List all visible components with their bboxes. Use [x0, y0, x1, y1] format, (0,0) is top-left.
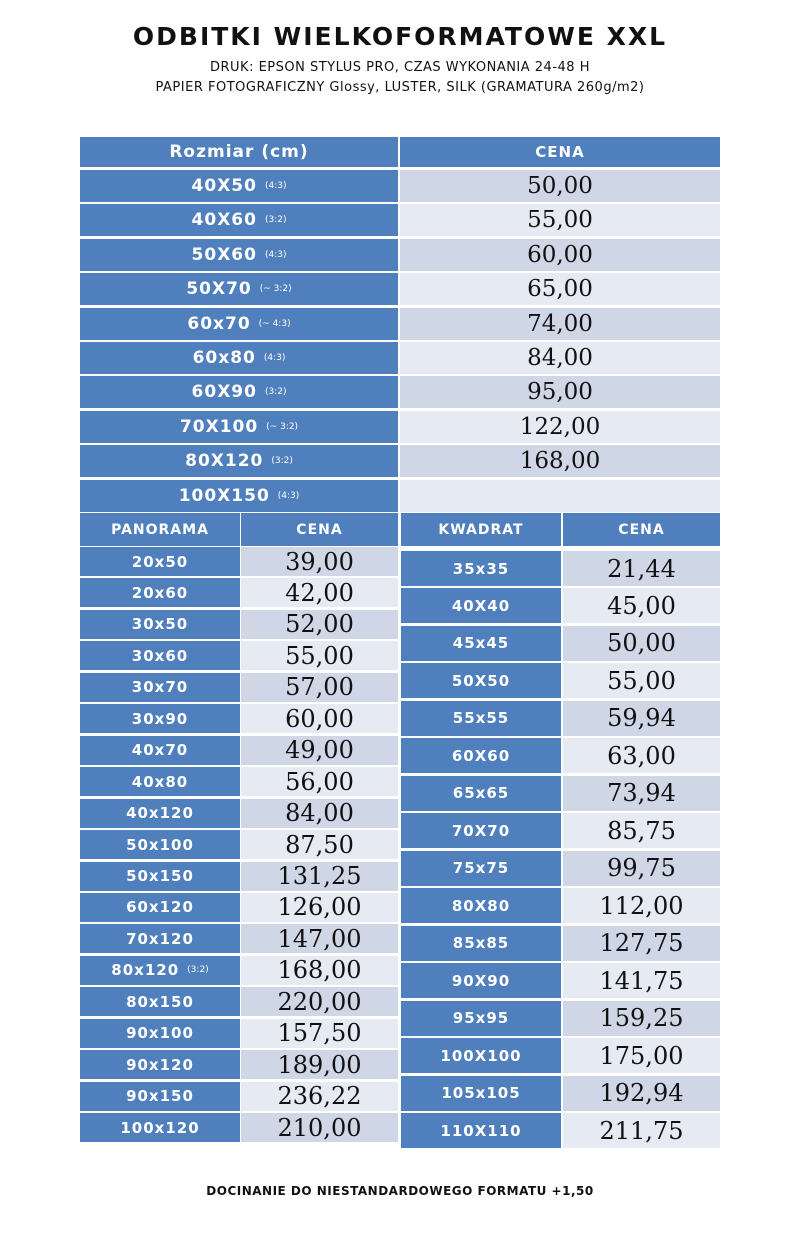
- size-text: 80X120: [185, 451, 264, 472]
- size-text: 50X60: [191, 244, 257, 265]
- panorama-size-cell: [80, 547, 240, 576]
- size-text: 70x120: [126, 929, 194, 948]
- panorama-size-cell: [80, 641, 240, 670]
- size-text: 20x50: [131, 552, 189, 571]
- kwadrat-size-cell: 95x95: [401, 1001, 561, 1036]
- size-text: 40x70: [131, 741, 189, 760]
- size-text: 60X90: [191, 382, 257, 403]
- size-text: 100x120: [120, 1118, 200, 1137]
- kwadrat-size-cell: 35x35: [401, 551, 561, 586]
- price-cell: 168,00: [400, 445, 720, 477]
- size-text: 40X60: [191, 210, 257, 231]
- aspect-ratio: (4:3): [264, 249, 287, 260]
- price-cell: 60,00: [400, 239, 720, 271]
- page-title: ODBITKI WIELKOFORMATOWE XXL: [132, 22, 668, 51]
- aspect-ratio: (~ 4:3): [258, 318, 291, 329]
- kwadrat-size-cell: 60X60: [401, 738, 561, 773]
- panorama-size-cell: [80, 956, 240, 985]
- panorama-price-header: CENA: [241, 513, 398, 546]
- aspect-ratio: (~ 3:2): [259, 284, 292, 295]
- price-cell: 74,00: [400, 308, 720, 340]
- size-text: 60x70: [187, 313, 251, 334]
- aspect-ratio: (3:2): [271, 456, 293, 467]
- kwadrat-size-cell: 75x75: [401, 851, 561, 886]
- panorama-size-cell: [80, 736, 240, 765]
- kwadrat-price-cell: 63,00: [563, 738, 720, 773]
- size-text: 50x100: [126, 835, 194, 854]
- price-cell: [400, 480, 720, 512]
- panorama-price-cell: 157,50: [241, 1019, 398, 1048]
- size-text: 40X50: [191, 176, 257, 196]
- footer-note: DOCINANIE DO NIESTANDARDOWEGO FORMATU +1,50: [206, 1184, 594, 1198]
- size-text: 80x150: [126, 992, 194, 1011]
- size-header: Rozmiar (cm): [80, 137, 398, 167]
- kwadrat-size-cell: 70X70: [401, 813, 561, 848]
- panorama-price-cell: 57,00: [241, 673, 398, 702]
- kwadrat-price-cell: 45,00: [563, 588, 720, 623]
- kwadrat-size-cell: 55x55: [401, 701, 561, 736]
- panorama-size-cell: [80, 830, 240, 859]
- panorama-size-cell: [80, 704, 240, 733]
- panorama-size-cell: [80, 1050, 240, 1079]
- kwadrat-price-cell: 192,94: [563, 1076, 720, 1111]
- kwadrat-price-cell: 73,94: [563, 776, 720, 811]
- panorama-price-cell: 60,00: [241, 704, 398, 733]
- panorama-size-cell: [80, 987, 240, 1016]
- size-text: 80x120: [111, 961, 180, 980]
- size-text: 60x120: [126, 898, 194, 917]
- kwadrat-price-cell: 85,75: [563, 813, 720, 848]
- panorama-price-cell: 236,22: [241, 1082, 398, 1111]
- kwadrat-price-cell: 59,94: [563, 701, 720, 736]
- panorama-size-cell: [80, 578, 240, 607]
- size-cell: [80, 342, 398, 374]
- panorama-size-cell: [80, 799, 240, 828]
- aspect-ratio: (3:2): [264, 215, 287, 226]
- panorama-size-cell: [80, 1113, 240, 1142]
- aspect-ratio: (3:2): [187, 965, 209, 976]
- size-text: 30x70: [131, 678, 189, 697]
- kwadrat-header: KWADRAT: [401, 513, 561, 546]
- size-text: 30x90: [131, 709, 189, 728]
- kwadrat-size-cell: 105x105: [401, 1076, 561, 1111]
- aspect-ratio: (4:3): [264, 181, 287, 191]
- panorama-price-cell: 189,00: [241, 1050, 398, 1079]
- panorama-price-cell: 42,00: [241, 578, 398, 607]
- panorama-price-cell: 84,00: [241, 799, 398, 828]
- kwadrat-price-cell: 99,75: [563, 851, 720, 886]
- price-cell: 84,00: [400, 342, 720, 374]
- panorama-price-cell: 87,50: [241, 830, 398, 859]
- kwadrat-size-cell: 50X50: [401, 663, 561, 698]
- size-cell: [80, 445, 398, 477]
- kwadrat-price-cell: 141,75: [563, 963, 720, 998]
- panorama-price-cell: 39,00: [241, 547, 398, 576]
- size-text: 40x120: [126, 804, 194, 823]
- size-text: 60x80: [192, 348, 256, 368]
- kwadrat-size-cell: 40X40: [401, 588, 561, 623]
- kwadrat-price-cell: 175,00: [563, 1038, 720, 1073]
- panorama-size-cell: [80, 767, 240, 796]
- size-text: 30x60: [131, 646, 189, 665]
- kwadrat-price-cell: 50,00: [563, 626, 720, 661]
- kwadrat-size-cell: 85x85: [401, 926, 561, 961]
- aspect-ratio: (~ 3:2): [266, 421, 299, 432]
- size-cell: [80, 411, 398, 443]
- size-text: 90x100: [126, 1024, 194, 1043]
- panorama-size-cell: [80, 924, 240, 953]
- size-text: 30x50: [131, 615, 189, 634]
- panorama-size-cell: [80, 1082, 240, 1111]
- size-cell: [80, 480, 398, 512]
- panorama-size-cell: [80, 862, 240, 891]
- panorama-size-cell: [80, 610, 240, 639]
- size-cell: [80, 204, 398, 236]
- panorama-price-cell: 126,00: [241, 893, 398, 922]
- size-text: 50x150: [126, 867, 194, 885]
- size-cell: [80, 308, 398, 340]
- size-text: 20x60: [131, 583, 189, 602]
- kwadrat-price-cell: 112,00: [563, 888, 720, 923]
- panorama-price-cell: 147,00: [241, 924, 398, 953]
- kwadrat-size-cell: 90X90: [401, 963, 561, 998]
- panorama-size-cell: [80, 893, 240, 922]
- price-cell: 95,00: [400, 376, 720, 408]
- size-cell: [80, 376, 398, 408]
- panorama-header: PANORAMA: [80, 513, 240, 546]
- price-cell: 122,00: [400, 411, 720, 443]
- panorama-size-cell: [80, 673, 240, 702]
- print-info-line: DRUK: EPSON STYLUS PRO, CZAS WYKONANIA 24-48 H: [210, 60, 590, 75]
- panorama-price-cell: 52,00: [241, 610, 398, 639]
- kwadrat-size-cell: 100X100: [401, 1038, 561, 1073]
- kwadrat-size-cell: 45x45: [401, 626, 561, 661]
- panorama-price-cell: 56,00: [241, 767, 398, 796]
- aspect-ratio: (4:3): [277, 490, 300, 501]
- price-header: CENA: [400, 137, 720, 167]
- aspect-ratio: (4:3): [263, 353, 286, 363]
- panorama-price-cell: 131,25: [241, 862, 398, 891]
- kwadrat-price-header: CENA: [563, 513, 720, 546]
- kwadrat-price-cell: 211,75: [563, 1113, 720, 1148]
- panorama-price-cell: 49,00: [241, 736, 398, 765]
- size-cell: [80, 170, 398, 202]
- kwadrat-size-cell: 80X80: [401, 888, 561, 923]
- price-cell: 50,00: [400, 170, 720, 202]
- size-cell: [80, 239, 398, 271]
- size-text: 40x80: [131, 772, 189, 791]
- kwadrat-size-cell: 65x65: [401, 776, 561, 811]
- kwadrat-size-cell: 110X110: [401, 1113, 561, 1148]
- panorama-price-cell: 55,00: [241, 641, 398, 670]
- size-text: 100X150: [178, 485, 270, 506]
- kwadrat-price-cell: 21,44: [563, 551, 720, 586]
- kwadrat-price-cell: 55,00: [563, 663, 720, 698]
- size-text: 90x120: [126, 1055, 194, 1074]
- panorama-price-cell: 168,00: [241, 956, 398, 985]
- aspect-ratio: (3:2): [264, 387, 287, 398]
- size-text: 70X100: [179, 416, 259, 437]
- size-text: 50X70: [186, 279, 252, 300]
- kwadrat-price-cell: 127,75: [563, 926, 720, 961]
- panorama-size-cell: [80, 1019, 240, 1048]
- paper-info-line: PAPIER FOTOGRAFICZNY Glossy, LUSTER, SILK (GRAMATURA 260g/m2): [155, 80, 645, 95]
- price-cell: 65,00: [400, 273, 720, 305]
- size-cell: [80, 273, 398, 305]
- kwadrat-price-cell: 159,25: [563, 1001, 720, 1036]
- panorama-price-cell: 220,00: [241, 987, 398, 1016]
- size-text: 90x150: [126, 1087, 194, 1106]
- panorama-price-cell: 210,00: [241, 1113, 398, 1142]
- price-cell: 55,00: [400, 204, 720, 236]
